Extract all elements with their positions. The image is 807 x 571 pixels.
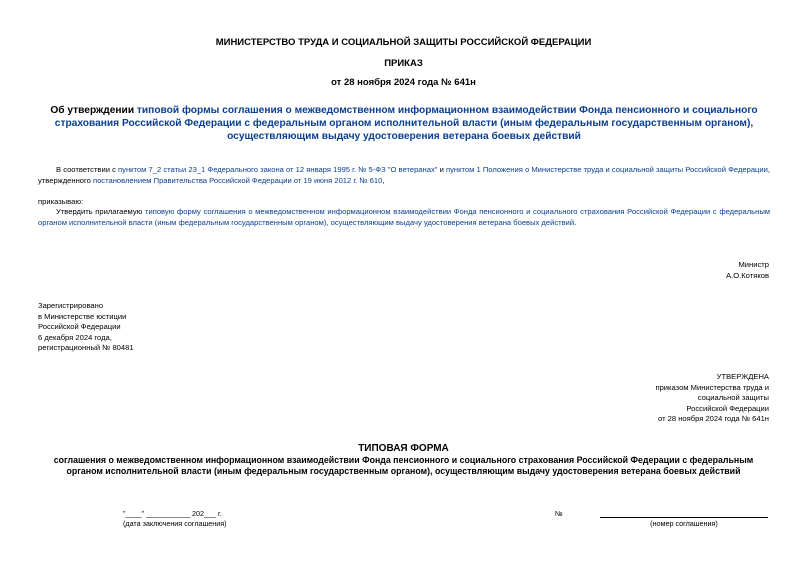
signature-block bbox=[726, 260, 769, 281]
resolution-link[interactable]: постановлением Правительства Российской Федерации от 19 июня 2012 г. № 610 bbox=[92, 175, 383, 185]
signature-name: А.О.Котяков bbox=[726, 270, 769, 280]
approval-line: социальной защиты bbox=[697, 393, 769, 402]
form-subheading: соглашения о межведомственном информационном взаимодействии Фонда пенсионного и социального страхования Российской Федерации с федеральным органом исполнительной власти (иным федеральным государственным органом), осуществляющим выдачу удостоверения ветерана боевых действий bbox=[53, 455, 754, 476]
registration-block bbox=[38, 301, 134, 354]
doc-type: ПРИКАЗ bbox=[384, 58, 423, 69]
document-title bbox=[38, 104, 770, 143]
approval-block bbox=[655, 372, 769, 425]
agreement-date-caption: (дата заключения соглашения) bbox=[123, 519, 227, 528]
doc-date-number: от 28 ноября 2024 года № 641н bbox=[331, 77, 476, 88]
title-prefix: Об утверждении bbox=[50, 105, 137, 116]
form-link[interactable]: типовую форму соглашения о межведомственном информационном взаимодействии Фонда пенсионного и социального страхования Российской Федерации с федеральным органом исполнительной власти (иным федеральным государственным органом), осуществляющим выдачу удостоверения ветерана боевых действий bbox=[38, 207, 770, 227]
preamble-paragraph bbox=[38, 165, 770, 186]
order-end: . bbox=[574, 217, 577, 227]
order-paragraph bbox=[38, 207, 770, 228]
title-link[interactable]: типовой формы соглашения о межведомственном информационном взаимодействии Фонда пенсионного и социального страхования Российской Федерации с федеральным органом исполнительной власти (иным федеральным государственным органом), осуществляющим выдачу удостоверения ветерана боевых действий bbox=[54, 105, 758, 142]
preamble-mid: и bbox=[437, 165, 446, 174]
registration-line: в Министерстве юстиции bbox=[38, 311, 127, 321]
number-sign: № bbox=[555, 509, 563, 518]
preamble-mid2: , утвержденного bbox=[38, 165, 771, 185]
form-heading: ТИПОВАЯ ФОРМА bbox=[358, 443, 449, 454]
agreement-number-caption: (номер соглашения) bbox=[650, 519, 718, 528]
preamble-intro: В соответствии с bbox=[56, 165, 119, 174]
ministry-heading: МИНИСТЕРСТВО ТРУДА И СОЦИАЛЬНОЙ ЗАЩИТЫ РОССИЙСКОЙ ФЕДЕРАЦИИ bbox=[215, 37, 592, 48]
registration-line: 6 декабря 2024 года, bbox=[38, 332, 112, 342]
agreement-number-field[interactable] bbox=[600, 517, 768, 518]
order-word: приказываю: bbox=[38, 197, 84, 206]
order-intro: Утвердить прилагаемую bbox=[56, 207, 145, 216]
preamble-end: , bbox=[382, 175, 385, 185]
law-link[interactable]: пунктом 7_2 статьи 23_1 Федерального закона от 12 января 1995 г. № 5-ФЗ "О ветеранах" bbox=[118, 165, 438, 174]
approval-line: Российской Федерации bbox=[686, 403, 769, 413]
approval-line: приказом Министерства труда и bbox=[655, 382, 769, 392]
approval-line: от 28 ноября 2024 года № 641н bbox=[658, 414, 769, 423]
regulation-link[interactable]: пунктом 1 Положения о Министерстве труда и социальной защиты Российской Федерации bbox=[445, 165, 768, 174]
registration-line: Российской Федерации bbox=[38, 322, 121, 331]
signature-position: Министр bbox=[738, 260, 769, 269]
registration-line: регистрационный № 80481 bbox=[38, 343, 134, 352]
agreement-date-field[interactable]: "____" ___________ 202___ г. bbox=[123, 509, 222, 518]
approval-line: УТВЕРЖДЕНА bbox=[716, 372, 769, 381]
registration-line: Зарегистрировано bbox=[38, 301, 104, 310]
